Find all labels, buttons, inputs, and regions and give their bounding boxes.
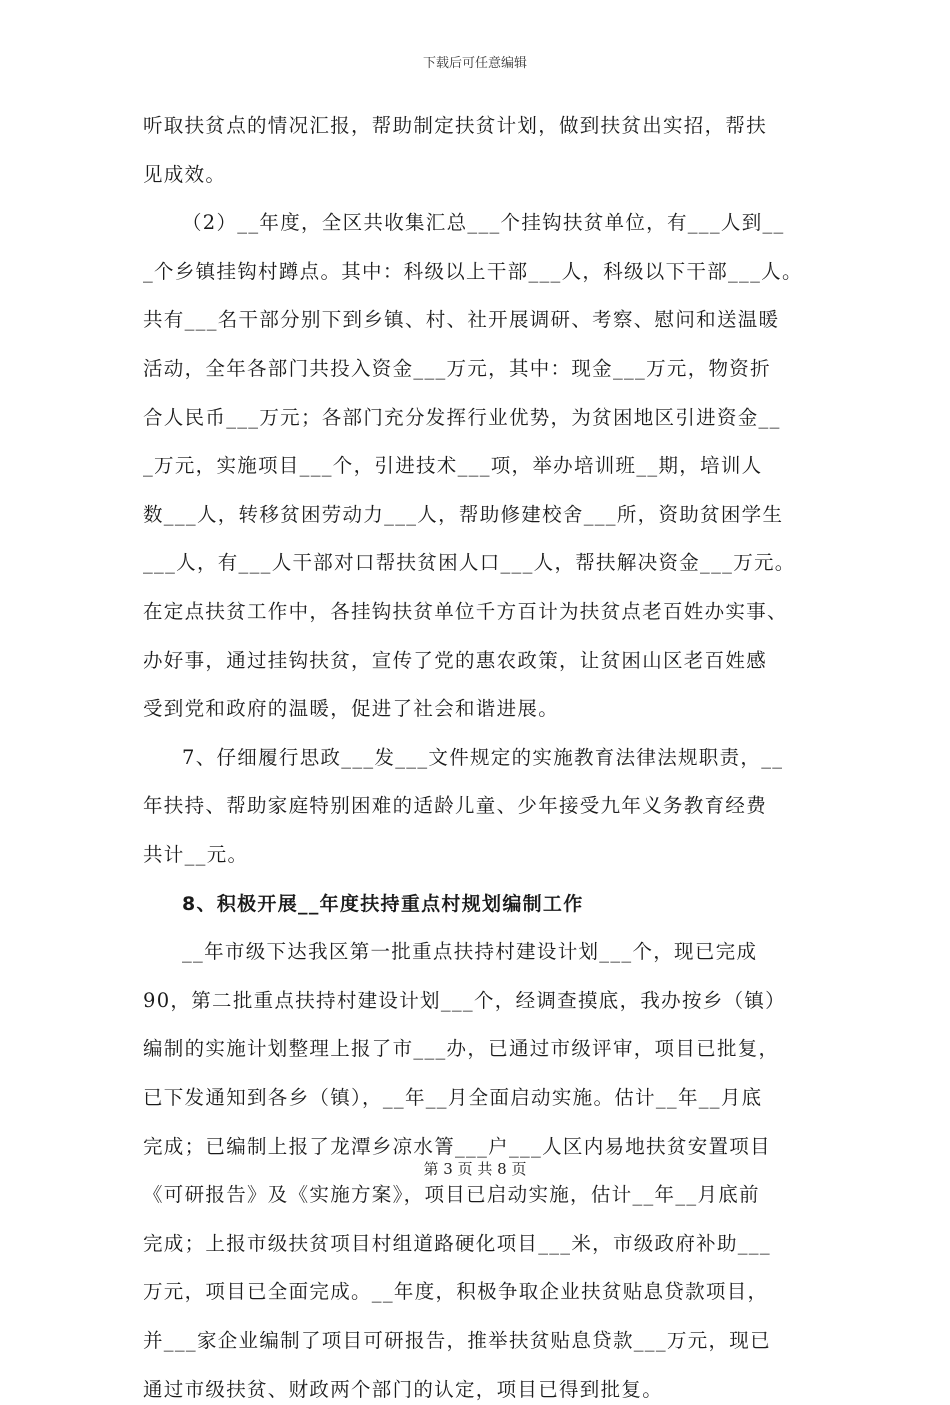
body-text-line: 数___人，转移贫困劳动力___人，帮助修建校舍___所，资助贫困学生	[143, 502, 784, 526]
body-text-line: ___人，有___人干部对口帮扶贫困人口___人，帮扶解决资金___万元。	[143, 551, 796, 575]
body-text-line: 万元，项目已全面完成。__年度，积极争取企业扶贫贴息贷款项目，	[143, 1280, 769, 1304]
body-text-line: 完成；上报市级扶贫项目村组道路硬化项目___米，市级政府补助___	[143, 1231, 771, 1255]
body-text-line: 完成；已编制上报了龙潭乡凉水箐___户___人区内易地扶贫安置项目	[143, 1134, 771, 1158]
body-text-line: 共计__元。	[143, 843, 249, 866]
body-text-line: 合人民币___万元；各部门充分发挥行业优势，为贫困地区引进资金__	[143, 405, 781, 429]
page-footer: 第 3 页 共 8 页	[423, 1160, 527, 1178]
body-text-line: _万元，实施项目___个，引进技术___项，举办培训班__期，培训人	[143, 454, 763, 478]
body-text-line: 年扶持、帮助家庭特别困难的适龄儿童、少年接受九年义务教育经费	[143, 794, 768, 818]
body-text-line: 90，第二批重点扶持村建设计划___个，经调查摸底，我办按乡（镇）	[143, 988, 786, 1012]
body-text-line: 编制的实施计划整理上报了市___办，已通过市级评审，项目已批复，	[143, 1037, 780, 1061]
body-text-line: 受到党和政府的温暖，促进了社会和谐进展。	[143, 697, 560, 721]
body-text-line: （2）__年度，全区共收集汇总___个挂钩扶贫单位，有___人到__	[182, 211, 785, 235]
body-text-line: 7、仔细履行思政___发___文件规定的实施教育法律法规职责，__	[182, 745, 784, 769]
body-text-line: 在定点扶贫工作中，各挂钩扶贫单位千方百计为扶贫点老百姓办实事、	[143, 600, 788, 623]
page-header: 下载后可任意编辑	[422, 56, 527, 71]
body-text-line: __年市级下达我区第一批重点扶持村建设计划___个，现已完成	[182, 940, 758, 964]
body-text-line: 通过市级扶贫、财政两个部门的认定，项目已得到批复。	[143, 1377, 664, 1401]
section-heading: 8、积极开展__年度扶持重点村规划编制工作	[182, 892, 584, 915]
body-text-line: 《可研报告》及《实施方案》，项目已启动实施，估计__年__月底前	[143, 1183, 760, 1207]
body-text-line: 活动，全年各部门共投入资金___万元，其中：现金___万元，物资折	[143, 357, 771, 380]
body-text-line: 听取扶贫点的情况汇报，帮助制定扶贫计划，做到扶贫出实招，帮扶	[143, 114, 768, 137]
body-text-line: _个乡镇挂钩村蹲点。其中：科级以上干部___人，科级以下干部___人。	[143, 259, 803, 283]
body-text-line: 见成效。	[143, 162, 227, 186]
body-text-line: 办好事，通过挂钩扶贫，宣传了党的惠农政策，让贫困山区老百姓感	[143, 648, 768, 672]
body-text-line: 并___家企业编制了项目可研报告，推举扶贫贴息贷款___万元，现已	[143, 1329, 771, 1352]
body-text-line: 共有___名干部分别下到乡镇、村、社开展调研、考察、慰问和送温暖	[143, 308, 780, 332]
body-text-line: 已下发通知到各乡（镇），__年__月全面启动实施。估计__年__月底	[143, 1086, 763, 1109]
